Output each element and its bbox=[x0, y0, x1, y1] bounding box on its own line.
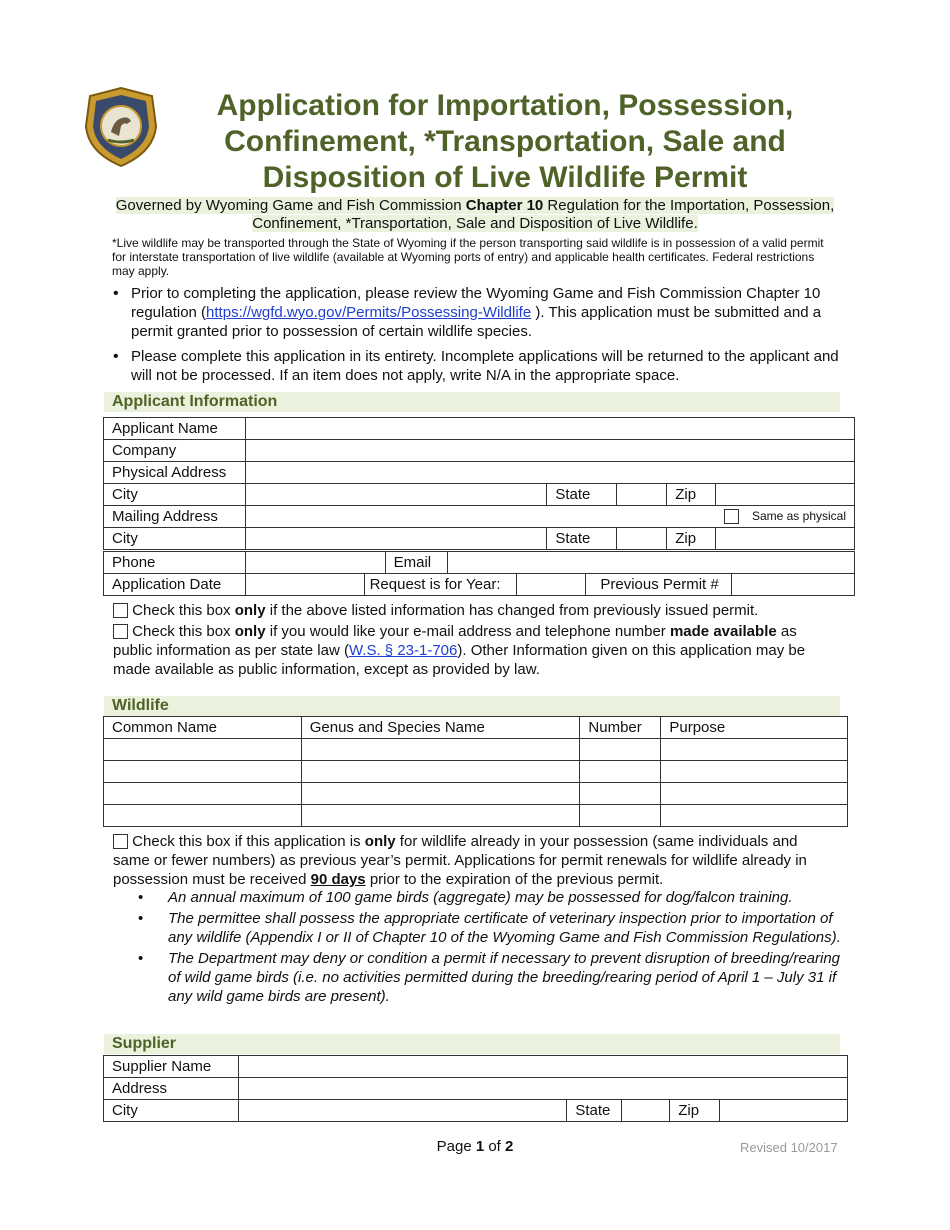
bullet-icon: • bbox=[113, 285, 119, 302]
previous-permit-field[interactable] bbox=[732, 574, 855, 596]
list-item: • The Department may deny or condition a permit if necessary to prevent disruption of breeding/rearing of wild game birds (i.e. no activities permitted during the breeding/rearing period of April 1 – July 31 if any wild game birds are present). bbox=[138, 950, 841, 1005]
applicant-form bbox=[103, 417, 855, 550]
supplier-address-field[interactable] bbox=[238, 1078, 847, 1100]
wildlife-col-purpose: Purpose bbox=[661, 717, 848, 739]
renewal-statement: Check this box if this application is only for wildlife already in your possession (same individuals and same or fewer numbers) as previous year’s permit. Applications for permit renewals for wildlife already in possession must be received 90 days prior to the expiration of the previous permit. bbox=[113, 833, 807, 888]
species-cell[interactable] bbox=[301, 761, 580, 783]
supplier-address-label: Address bbox=[104, 1078, 239, 1100]
physical-state-label: State bbox=[547, 484, 617, 506]
number-cell[interactable] bbox=[580, 739, 661, 761]
applicant-form-contact bbox=[103, 551, 855, 574]
supplier-zip-label: Zip bbox=[670, 1100, 720, 1122]
mailing-city-field[interactable] bbox=[245, 528, 546, 550]
mailing-address-field[interactable] bbox=[245, 506, 854, 528]
wildlife-section-heading: Wildlife bbox=[104, 696, 840, 716]
table-row bbox=[104, 783, 848, 805]
bullet-icon: • bbox=[138, 889, 144, 906]
email-label: Email bbox=[385, 552, 447, 574]
species-cell[interactable] bbox=[301, 805, 580, 827]
mailing-zip-field[interactable] bbox=[716, 528, 855, 550]
renewal-checkbox[interactable] bbox=[113, 834, 128, 849]
wildlife-col-number: Number bbox=[580, 717, 661, 739]
supplier-name-label: Supplier Name bbox=[104, 1056, 239, 1078]
physical-city-field[interactable] bbox=[245, 484, 546, 506]
supplier-state-field[interactable] bbox=[622, 1100, 670, 1122]
regulation-link[interactable]: https://wgfd.wyo.gov/Permits/Possessing-Wildlife bbox=[206, 304, 532, 321]
purpose-cell[interactable] bbox=[661, 805, 848, 827]
physical-city-label: City bbox=[104, 484, 246, 506]
instruction-bullet-review: • Prior to completing the application, please review the Wyoming Game and Fish Commission Chapter 10 regulation (https://wgfd.wyo.gov/Permits/Possessing-Wildlife ). This application must be submitted and a permit granted prior to possession of certain wildlife species. bbox=[113, 285, 822, 340]
number-cell[interactable] bbox=[580, 783, 661, 805]
governing-regulation: Governed by Wyoming Game and Fish Commission Chapter 10 Regulation for the Importation, Possession, Confinement, *Transportation, Sale and Disposition of Live Wildlife. bbox=[115, 197, 835, 232]
public-info-statement: Check this box only if you would like your e-mail address and telephone number made available as public information as per state law (W.S. § 23-1-706). Other Information given on this application may be made available as public information, except as provided by law. bbox=[113, 623, 806, 678]
company-label: Company bbox=[104, 440, 246, 462]
species-cell[interactable] bbox=[301, 783, 580, 805]
info-changed-statement: Check this box only if the above listed information has changed from previously issued permit. bbox=[113, 601, 853, 620]
company-field[interactable] bbox=[245, 440, 854, 462]
application-date-field[interactable] bbox=[245, 574, 364, 596]
number-cell[interactable] bbox=[580, 805, 661, 827]
wildlife-col-common-name: Common Name bbox=[104, 717, 302, 739]
physical-zip-field[interactable] bbox=[716, 484, 855, 506]
mailing-address-label: Mailing Address bbox=[104, 506, 246, 528]
list-item: • An annual maximum of 100 game birds (aggregate) may be possessed for dog/falcon training. bbox=[138, 889, 793, 906]
common-name-cell[interactable] bbox=[104, 805, 302, 827]
application-date-label: Application Date bbox=[104, 574, 246, 596]
mailing-city-label: City bbox=[104, 528, 246, 550]
species-cell[interactable] bbox=[301, 739, 580, 761]
physical-address-label: Physical Address bbox=[104, 462, 246, 484]
wildlife-col-genus-species: Genus and Species Name bbox=[301, 717, 580, 739]
supplier-section-heading: Supplier bbox=[104, 1034, 840, 1054]
bullet-icon: • bbox=[138, 950, 144, 967]
revision-date: Revised 10/2017 bbox=[740, 1140, 838, 1155]
mailing-state-label: State bbox=[547, 528, 617, 550]
previous-permit-label: Previous Permit # bbox=[586, 574, 732, 596]
physical-state-field[interactable] bbox=[617, 484, 667, 506]
wyoming-game-fish-badge-icon bbox=[84, 86, 158, 168]
page-number: Page 1 of 2 bbox=[436, 1138, 514, 1155]
instruction-bullet-complete: • Please complete this application in its entirety. Incomplete applications will be returned to the applicant and will not be processed. If an item does not apply, write N/A in the appropriate space. bbox=[113, 348, 839, 384]
public-info-checkbox[interactable] bbox=[113, 624, 128, 639]
number-cell[interactable] bbox=[580, 761, 661, 783]
list-item: • The permittee shall possess the appropriate certificate of veterinary inspection prior to importation of any wildlife (Appendix I or II of Chapter 10 of the Wyoming Game and Fish Commission Regulations). bbox=[138, 910, 841, 946]
info-changed-checkbox[interactable] bbox=[113, 603, 128, 618]
physical-zip-label: Zip bbox=[667, 484, 716, 506]
supplier-form bbox=[103, 1055, 848, 1122]
statute-link[interactable]: W.S. § 23-1-706 bbox=[348, 642, 458, 659]
purpose-cell[interactable] bbox=[661, 761, 848, 783]
table-row bbox=[104, 739, 848, 761]
supplier-city-label: City bbox=[104, 1100, 239, 1122]
purpose-cell[interactable] bbox=[661, 739, 848, 761]
bullet-icon: • bbox=[138, 910, 144, 927]
wildlife-table bbox=[103, 716, 848, 827]
bullet-icon: • bbox=[113, 348, 119, 365]
phone-field[interactable] bbox=[245, 552, 385, 574]
supplier-zip-field[interactable] bbox=[720, 1100, 848, 1122]
applicant-section-heading: Applicant Information bbox=[104, 392, 840, 412]
live-wildlife-note: *Live wildlife may be transported through the State of Wyoming if the person transporting said wildlife is in possession of a valid permit for interstate transportation of live wildlife (available at Wyoming ports of entry) and applicable health certificates. Federal restrictions may apply. bbox=[112, 236, 824, 278]
same-as-physical-label: Same as physical bbox=[751, 509, 846, 523]
request-year-label: Request is for Year: bbox=[364, 574, 516, 596]
agency-logo bbox=[84, 86, 158, 168]
same-as-physical-checkbox[interactable] bbox=[724, 509, 739, 524]
common-name-cell[interactable] bbox=[104, 761, 302, 783]
supplier-state-label: State bbox=[567, 1100, 622, 1122]
mailing-zip-label: Zip bbox=[667, 528, 716, 550]
email-field[interactable] bbox=[447, 552, 854, 574]
common-name-cell[interactable] bbox=[104, 739, 302, 761]
request-year-field[interactable] bbox=[516, 574, 586, 596]
applicant-name-label: Applicant Name bbox=[104, 418, 246, 440]
page-title: Application for Importation, Possession, Confinement, *Transportation, Sale and Disposition of Live Wildlife Permit bbox=[216, 89, 794, 194]
physical-address-field[interactable] bbox=[245, 462, 854, 484]
applicant-name-field[interactable] bbox=[245, 418, 854, 440]
wildlife-notes bbox=[138, 888, 848, 1006]
supplier-name-field[interactable] bbox=[238, 1056, 847, 1078]
table-row bbox=[104, 805, 848, 827]
applicant-form-dates bbox=[103, 573, 855, 596]
table-row bbox=[104, 761, 848, 783]
purpose-cell[interactable] bbox=[661, 783, 848, 805]
phone-label: Phone bbox=[104, 552, 246, 574]
common-name-cell[interactable] bbox=[104, 783, 302, 805]
mailing-state-field[interactable] bbox=[617, 528, 667, 550]
supplier-city-field[interactable] bbox=[238, 1100, 566, 1122]
